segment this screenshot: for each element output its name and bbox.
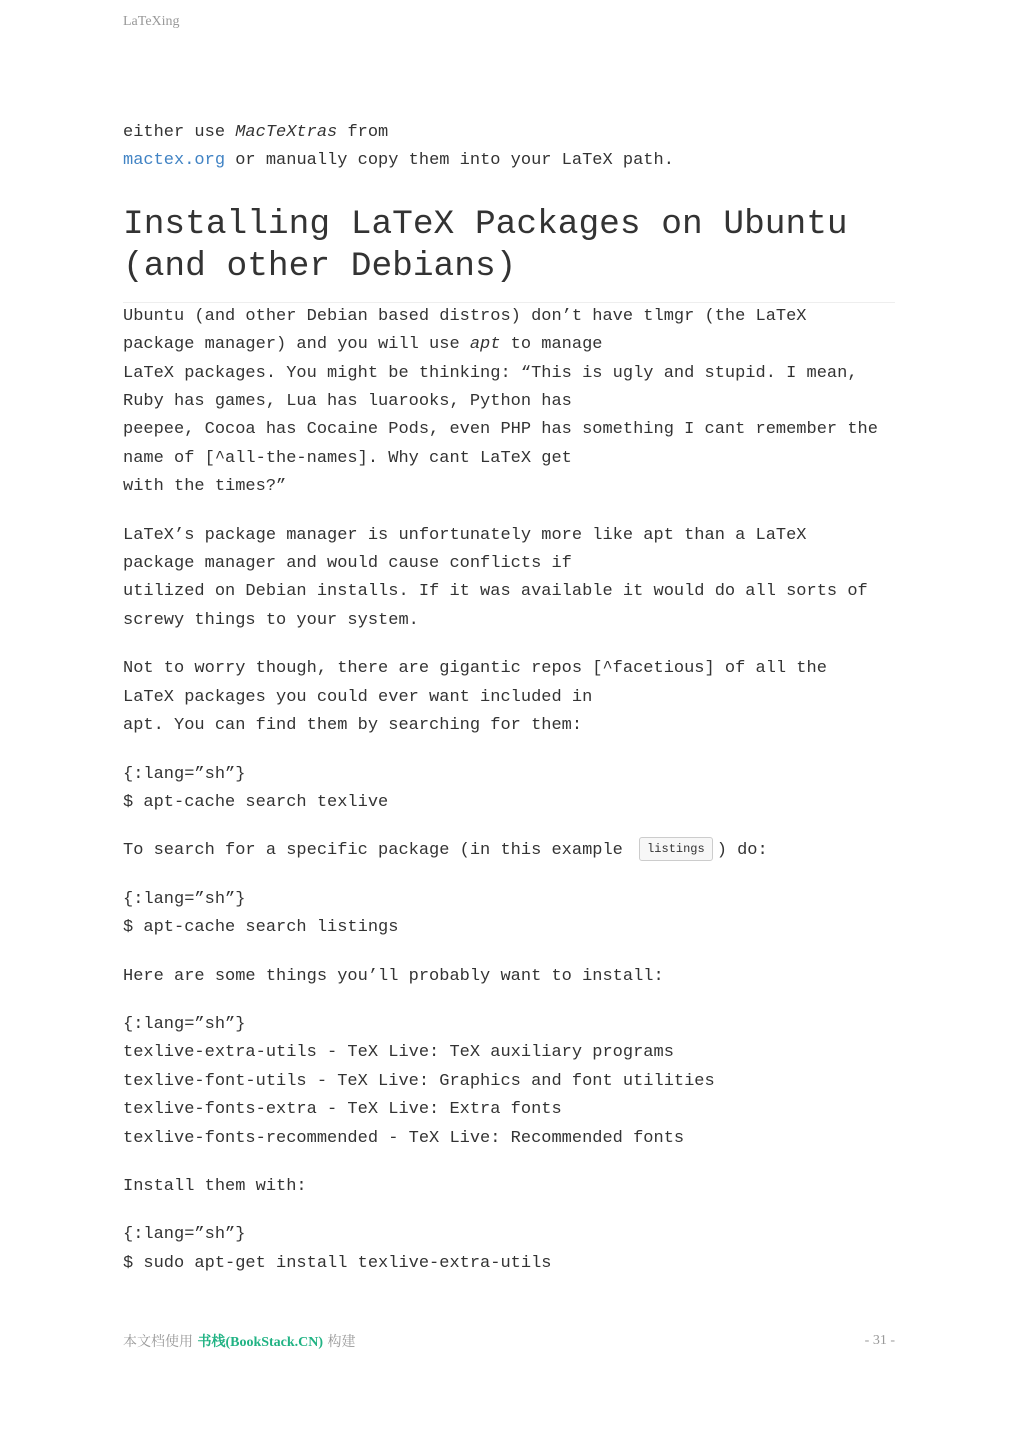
code-line: {:lang=”sh”} <box>123 889 246 909</box>
page-number: - 31 - <box>864 1333 895 1348</box>
text-line: LaTeX packages you could ever want included in <box>123 687 593 707</box>
code-block-search-texlive <box>123 761 895 818</box>
text-span: package manager) and you will use <box>123 335 470 355</box>
text-line: Here are some things you’ll probably want to install: <box>123 966 664 986</box>
running-header: LaTeXing <box>123 14 180 29</box>
text-line: screwy things to your system. <box>123 610 419 630</box>
intro-text: or manually copy them into your LaTeX path. <box>225 151 674 171</box>
code-line: {:lang=”sh”} <box>123 1014 246 1034</box>
intro-line-2 <box>123 147 895 175</box>
text-line: utilized on Debian installs. If it was available it would do all sorts of <box>123 582 868 602</box>
text-line: Ruby has games, Lua has luarooks, Python has <box>123 392 572 412</box>
intro-text: from <box>337 123 389 142</box>
code-line: texlive-extra-utils - TeX Live: TeX auxiliary programs <box>123 1043 674 1063</box>
text-line: package manager and would cause conflicts if <box>123 554 572 574</box>
text-line: peepee, Cocoa has Cocaine Pods, even PHP has something I cant remember the <box>123 420 878 440</box>
bookstack-link[interactable]: 书栈(BookStack.CN) <box>197 1335 324 1350</box>
text-line: Install them with: <box>123 1176 307 1196</box>
paragraph-install-them <box>123 1173 895 1201</box>
section-heading: Installing LaTeX Packages on Ubuntu (and other Debians) <box>123 204 895 303</box>
text-line: name of [^all-the-names]. Why cant LaTeX get <box>123 448 572 468</box>
text-span: To search for a specific package (in this example <box>123 841 634 861</box>
code-line: {:lang=”sh”} <box>123 1225 246 1245</box>
footer-credit-suffix: 构建 <box>323 1334 356 1350</box>
text-line: apt. You can find them by searching for them: <box>123 716 583 736</box>
intro-line-1 <box>123 119 895 147</box>
code-line: {:lang=”sh”} <box>123 764 246 784</box>
code-line: texlive-font-utils - TeX Live: Graphics and font utilities <box>123 1071 715 1091</box>
footer-credit-prefix: 本文档使用 <box>123 1334 198 1350</box>
text-line <box>123 331 895 359</box>
text-line: with the times?” <box>123 477 287 497</box>
text-line: Not to worry though, there are gigantic repos [^facetious] of all the <box>123 659 827 679</box>
inline-code-listings: listings <box>639 837 713 861</box>
mactextras-emphasis: MacTeXtras <box>235 123 338 142</box>
text-span: to manage <box>500 335 603 355</box>
code-line: texlive-fonts-recommended - TeX Live: Recommended fonts <box>123 1128 685 1148</box>
code-line: $ sudo apt-get install texlive-extra-utils <box>123 1253 552 1273</box>
footer-credit <box>123 1331 356 1351</box>
apt-emphasis: apt <box>469 335 501 355</box>
intro-paragraph <box>123 119 895 176</box>
paragraph-search-specific <box>123 837 895 865</box>
text-line: Ubuntu (and other Debian based distros) don’t have tlmgr (the LaTeX <box>123 306 807 326</box>
page-footer <box>123 1331 895 1351</box>
code-line: texlive-fonts-extra - TeX Live: Extra fonts <box>123 1100 562 1120</box>
code-line: $ apt-cache search texlive <box>123 792 389 812</box>
text-line: LaTeX packages. You might be thinking: “This is ugly and stupid. I mean, <box>123 363 858 383</box>
text-line: LaTeX’s package manager is unfortunately more like apt than a LaTeX <box>123 525 807 545</box>
paragraph-package-manager <box>123 522 895 636</box>
paragraph-ubuntu <box>123 303 895 502</box>
text-line <box>123 837 895 865</box>
document-content <box>123 119 895 1298</box>
intro-text: either use <box>123 123 236 142</box>
paragraph-repos <box>123 655 895 740</box>
code-block-package-list <box>123 1011 895 1153</box>
mactex-link[interactable]: mactex.org <box>123 151 226 171</box>
paragraph-want-to-install <box>123 963 895 991</box>
code-block-search-listings <box>123 886 895 943</box>
code-line: $ apt-cache search listings <box>123 918 399 938</box>
code-block-apt-get-install <box>123 1221 895 1278</box>
text-span: ) do: <box>716 841 768 861</box>
